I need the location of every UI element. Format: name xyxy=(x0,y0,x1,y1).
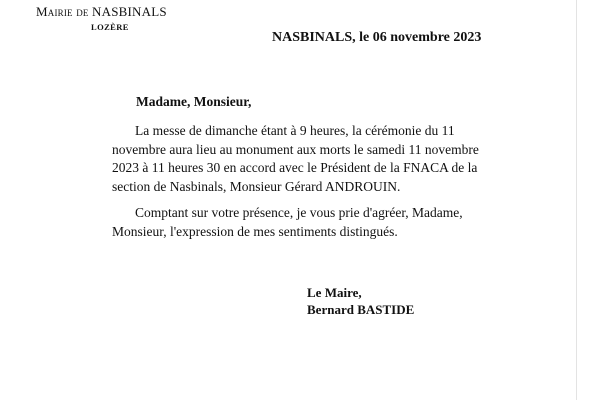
signature-title: Le Maire, xyxy=(307,285,362,300)
letter-salutation: Madame, Monsieur, xyxy=(136,94,252,109)
letter-paragraph-1: La messe de dimanche étant à 9 heures, la cérémonie du 11 novembre aura lieu au monument aux morts le samedi 11 novembre 2023 à 11 heures 30 en accord avec le Président de la FNACA de la section de Nasbinals, Monsieur Gérard ANDROUIN. xyxy=(112,123,479,194)
letter-date: NASBINALS, le 06 novembre 2023 xyxy=(272,30,482,45)
signature-name: Bernard BASTIDE xyxy=(307,302,415,317)
letterhead-department: LOZÈRE xyxy=(91,22,129,32)
letterhead-organization: Mairie de NASBINALS xyxy=(36,4,167,19)
letter-paragraph-2: Comptant sur votre présence, je vous prie d'agréer, Madame, Monsieur, l'expression de mes sentiments distingués. xyxy=(112,205,463,239)
scan-edge-line xyxy=(576,0,577,400)
